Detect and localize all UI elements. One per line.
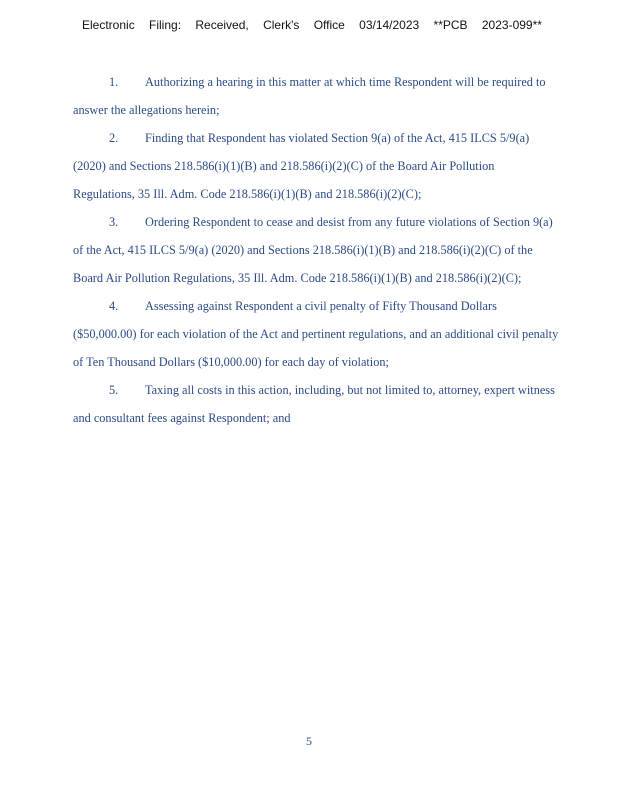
filing-header: [82, 18, 542, 32]
header-word: Clerk's: [263, 18, 300, 32]
paragraph-line: answer the allegations herein;: [73, 103, 220, 117]
header-word: Office: [313, 18, 345, 32]
paragraph-number: 1.: [109, 75, 119, 89]
paragraph-number: 5.: [109, 383, 119, 397]
paragraph-first-line: [73, 68, 613, 96]
document-body: [73, 68, 613, 432]
paragraph-text: Finding that Respondent has violated Section 9(a) of the Act, 415 ILCS 5/9(a): [145, 131, 530, 145]
header-word: Filing:: [149, 18, 182, 32]
paragraph-line: of Ten Thousand Dollars ($10,000.00) for each day of violation;: [73, 355, 389, 369]
paragraph-line: of the Act, 415 ILCS 5/9(a) (2020) and Sections 218.586(i)(1)(B) and 218.586(i)(2)(C) of the: [73, 243, 533, 257]
paragraph-text: Taxing all costs in this action, including, but not limited to, attorney, expert witness: [145, 383, 555, 397]
numbered-paragraph: [73, 68, 613, 124]
paragraph-line: ($50,000.00) for each violation of the Act and pertinent regulations, and an additional civil penalty: [73, 327, 559, 341]
numbered-paragraph: [73, 292, 613, 376]
paragraph-number: 4.: [109, 299, 119, 313]
paragraph-line: Regulations, 35 Ill. Adm. Code 218.586(i)(1)(B) and 218.586(i)(2)(C);: [73, 187, 422, 201]
paragraph-first-line: [73, 376, 613, 404]
paragraph-text: Ordering Respondent to cease and desist from any future violations of Section 9(a): [145, 215, 553, 229]
page-number: 5: [306, 734, 312, 748]
header-word: Received,: [195, 18, 249, 32]
paragraph-text: Authorizing a hearing in this matter at which time Respondent will be required to: [145, 75, 546, 89]
paragraph-line: (2020) and Sections 218.586(i)(1)(B) and 218.586(i)(2)(C) of the Board Air Pollution: [73, 159, 495, 173]
paragraph-first-line: [73, 124, 613, 152]
paragraph-number: 3.: [109, 215, 119, 229]
paragraph-text: Assessing against Respondent a civil penalty of Fifty Thousand Dollars: [145, 299, 497, 313]
numbered-paragraph: [73, 124, 613, 208]
header-case-number: 2023-099**: [481, 18, 542, 32]
paragraph-first-line: [73, 208, 613, 236]
header-word: **PCB: [433, 18, 468, 32]
paragraph-number: 2.: [109, 131, 119, 145]
paragraph-line: and consultant fees against Respondent; and: [73, 411, 291, 425]
header-word: Electronic: [82, 18, 135, 32]
header-date: 03/14/2023: [359, 18, 420, 32]
numbered-paragraph: [73, 208, 613, 292]
paragraph-first-line: [73, 292, 613, 320]
paragraph-line: Board Air Pollution Regulations, 35 Ill. Adm. Code 218.586(i)(1)(B) and 218.586(i)(2)(C);: [73, 271, 522, 285]
numbered-paragraph: [73, 376, 613, 432]
